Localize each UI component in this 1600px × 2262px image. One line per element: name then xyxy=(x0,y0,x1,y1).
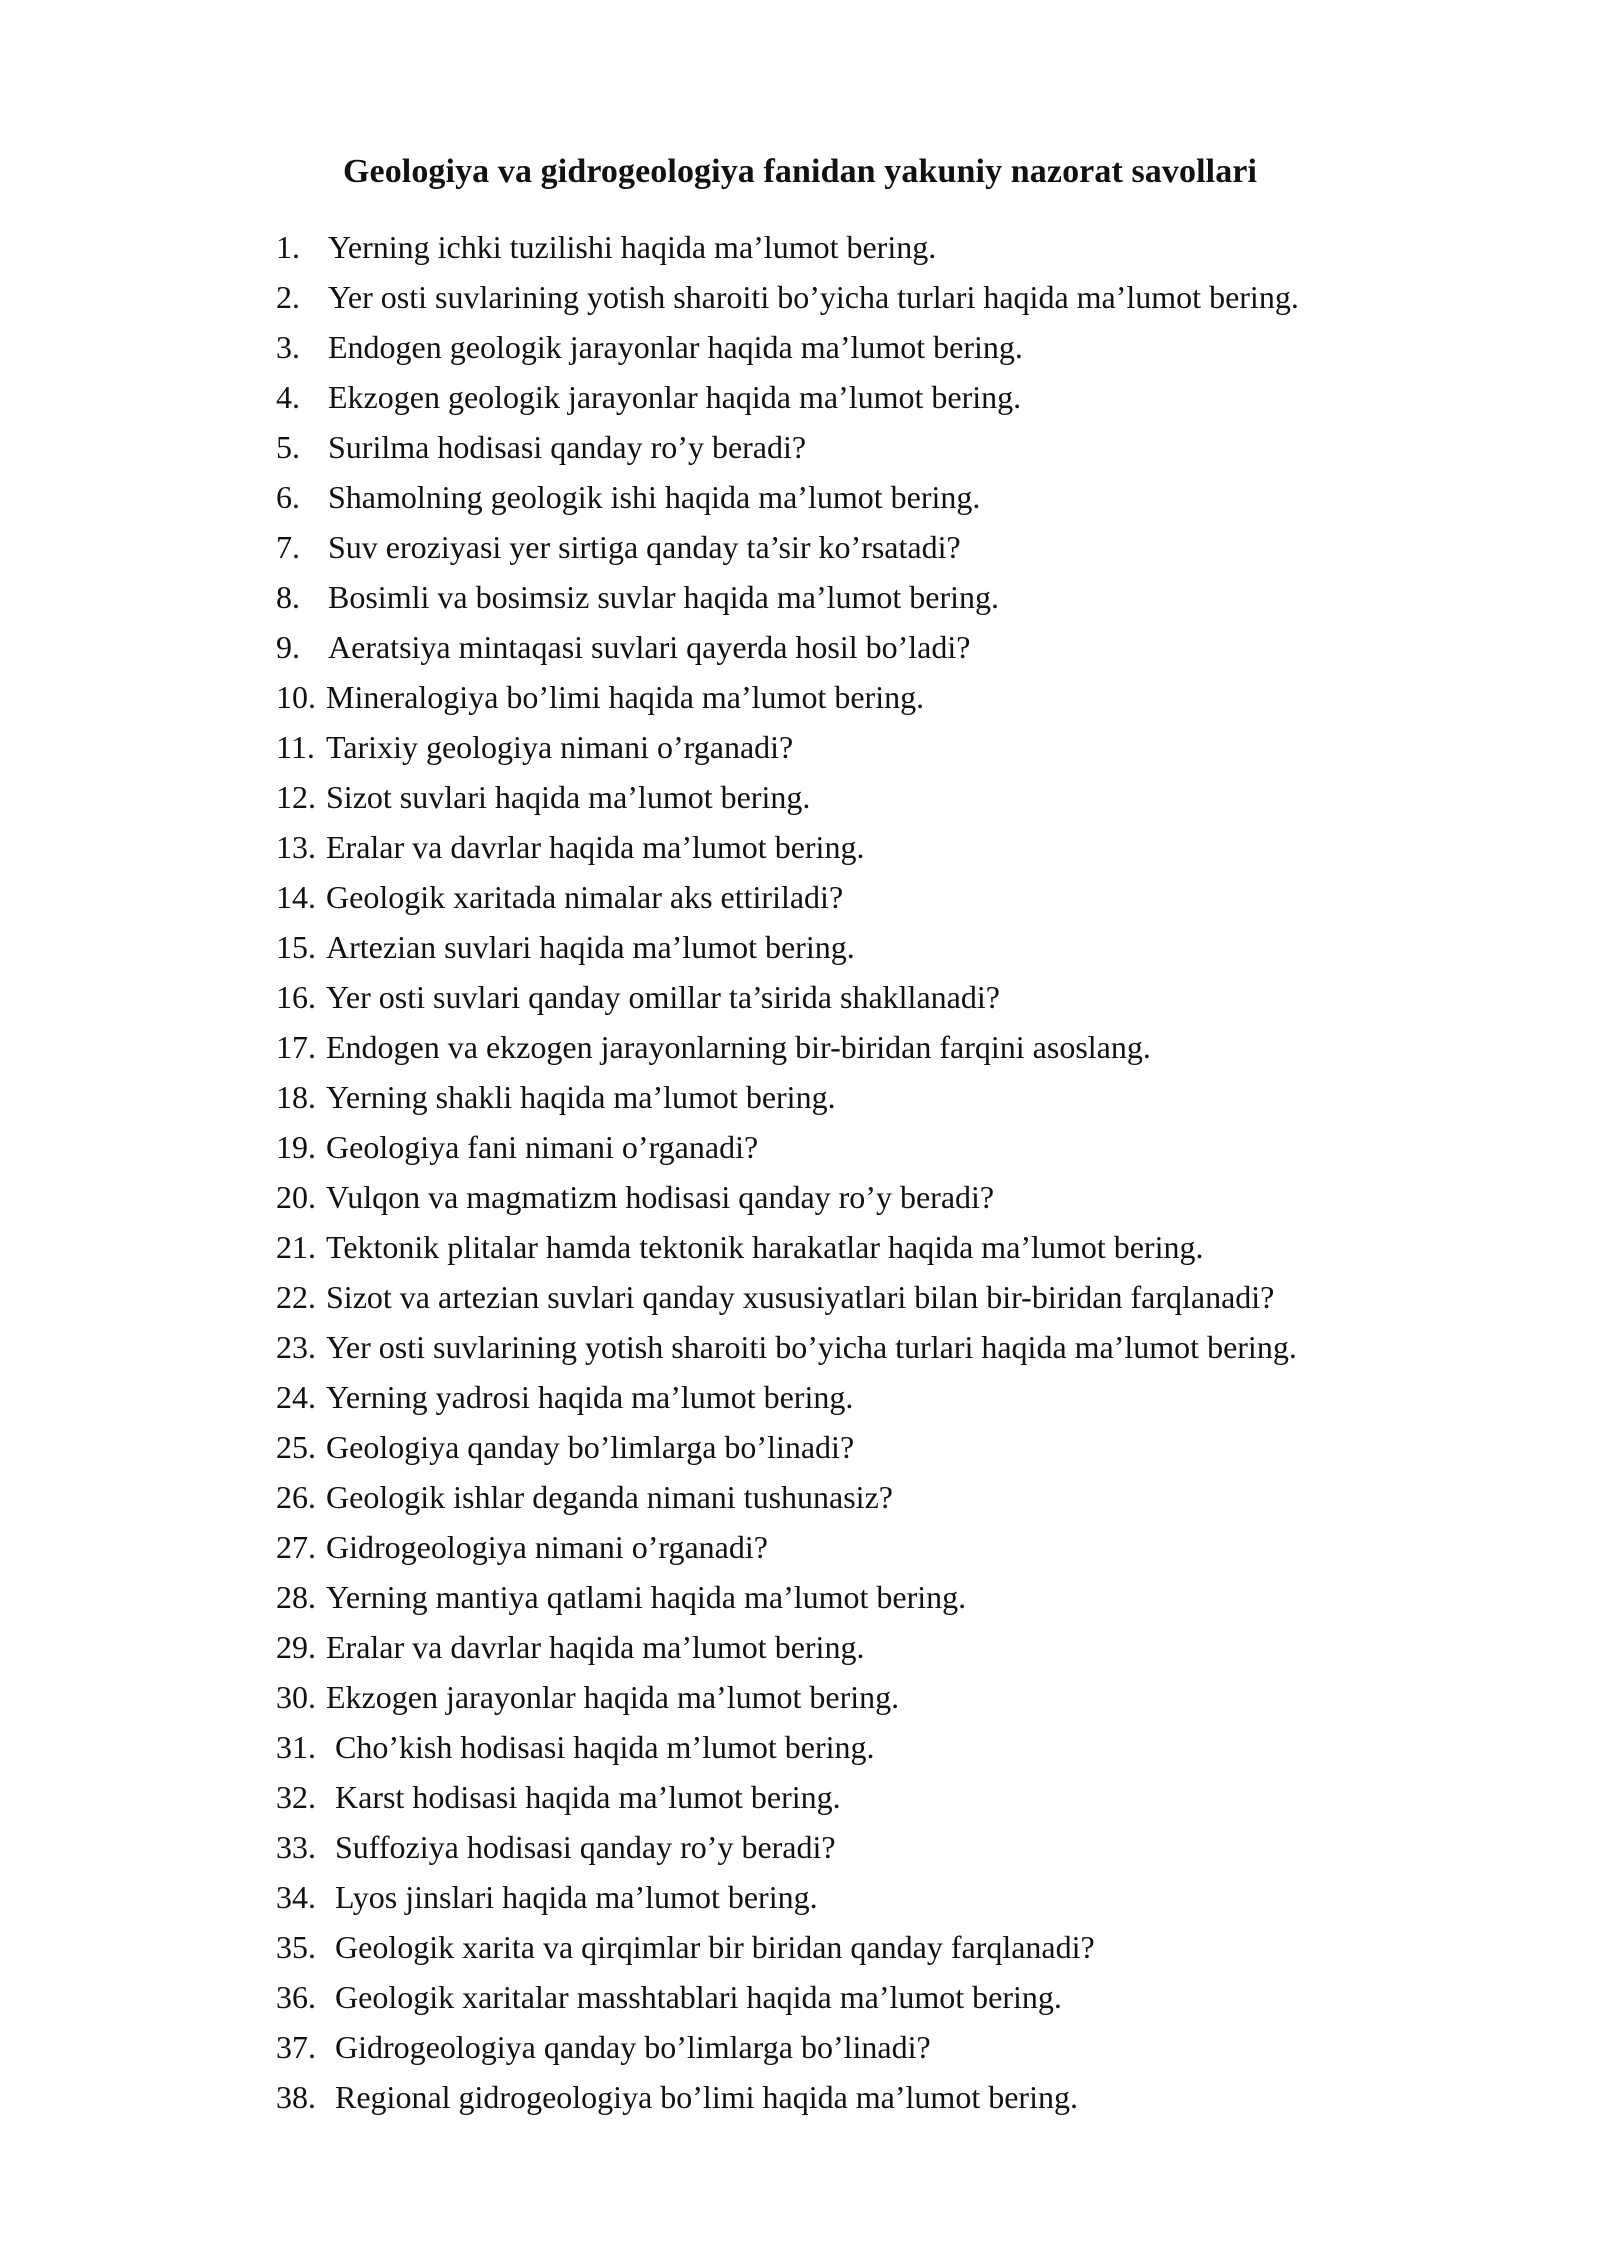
question-item-25 xyxy=(276,1422,1526,1472)
question-item-38 xyxy=(276,2072,1526,2122)
question-number: 5. xyxy=(276,429,300,465)
question-number: 12. xyxy=(276,779,316,815)
question-text: Geologiya qanday bo’limlarga bo’linadi? xyxy=(326,1429,855,1465)
question-number: 21. xyxy=(276,1229,316,1265)
question-text: Geologik xaritada nimalar aks ettiriladi? xyxy=(326,879,844,915)
question-item-1 xyxy=(276,222,1526,272)
question-item-12 xyxy=(276,772,1526,822)
question-text: Endogen va ekzogen jarayonlarning bir-biridan farqini asoslang. xyxy=(326,1029,1151,1065)
question-text: Gidrogeologiya qanday bo’limlarga bo’linadi? xyxy=(335,2029,931,2065)
question-number: 17. xyxy=(276,1029,316,1065)
question-number: 33. xyxy=(276,1829,316,1865)
question-text: Eralar va davrlar haqida ma’lumot bering. xyxy=(326,829,865,865)
question-number: 29. xyxy=(276,1629,316,1665)
question-item-26 xyxy=(276,1472,1526,1522)
question-item-31 xyxy=(276,1722,1526,1772)
question-text: Lyos jinslari haqida ma’lumot bering. xyxy=(335,1879,818,1915)
question-number: 37. xyxy=(276,2029,316,2065)
question-number: 25. xyxy=(276,1429,316,1465)
question-text: Ekzogen jarayonlar haqida ma’lumot bering. xyxy=(326,1679,900,1715)
question-text: Shamolning geologik ishi haqida ma’lumot bering. xyxy=(328,479,981,515)
question-number: 38. xyxy=(276,2079,316,2115)
question-number: 14. xyxy=(276,879,316,915)
question-item-3 xyxy=(276,322,1526,372)
question-text: Suv eroziyasi yer sirtiga qanday ta’sir ko’rsatadi? xyxy=(328,529,961,565)
question-item-2 xyxy=(276,272,1526,322)
question-number: 27. xyxy=(276,1529,316,1565)
question-number: 10. xyxy=(276,679,316,715)
question-item-6 xyxy=(276,472,1526,522)
question-text: Vulqon va magmatizm hodisasi qanday ro’y beradi? xyxy=(326,1179,995,1215)
question-item-37 xyxy=(276,2022,1526,2072)
question-item-32 xyxy=(276,1772,1526,1822)
question-number: 35. xyxy=(276,1929,316,1965)
question-text: Eralar va davrlar haqida ma’lumot bering. xyxy=(326,1629,865,1665)
question-item-27 xyxy=(276,1522,1526,1572)
question-text: Suffoziya hodisasi qanday ro’y beradi? xyxy=(335,1829,836,1865)
question-text: Yerning ichki tuzilishi haqida ma’lumot bering. xyxy=(328,229,937,265)
question-text: Tektonik plitalar hamda tektonik harakatlar haqida ma’lumot bering. xyxy=(326,1229,1204,1265)
question-item-28 xyxy=(276,1572,1526,1622)
question-text: Yer osti suvlari qanday omillar ta’sirida shakllanadi? xyxy=(326,979,1000,1015)
question-number: 30. xyxy=(276,1679,316,1715)
question-text: Surilma hodisasi qanday ro’y beradi? xyxy=(328,429,807,465)
question-text: Regional gidrogeologiya bo’limi haqida ma’lumot bering. xyxy=(335,2079,1078,2115)
question-number: 28. xyxy=(276,1579,316,1615)
question-number: 34. xyxy=(276,1879,316,1915)
question-number: 4. xyxy=(276,379,300,415)
question-item-29 xyxy=(276,1622,1526,1672)
question-number: 32. xyxy=(276,1779,316,1815)
question-text: Mineralogiya bo’limi haqida ma’lumot bering. xyxy=(326,679,925,715)
question-item-21 xyxy=(276,1222,1526,1272)
question-number: 31. xyxy=(276,1729,316,1765)
question-item-24 xyxy=(276,1372,1526,1422)
question-text: Endogen geologik jarayonlar haqida ma’lumot bering. xyxy=(328,329,1023,365)
question-text: Bosimli va bosimsiz suvlar haqida ma’lumot bering. xyxy=(328,579,1000,615)
question-item-4 xyxy=(276,372,1526,422)
question-text: Geologik xarita va qirqimlar bir biridan qanday farqlanadi? xyxy=(335,1929,1095,1965)
question-item-5 xyxy=(276,422,1526,472)
question-item-15 xyxy=(276,922,1526,972)
question-item-35 xyxy=(276,1922,1526,1972)
question-text: Sizot suvlari haqida ma’lumot bering. xyxy=(326,779,811,815)
question-text: Yer osti suvlarining yotish sharoiti bo’yicha turlari haqida ma’lumot bering. xyxy=(328,279,1299,315)
question-number: 36. xyxy=(276,1979,316,2015)
question-number: 11. xyxy=(276,729,315,765)
question-text: Geologik xaritalar masshtablari haqida ma’lumot bering. xyxy=(335,1979,1062,2015)
question-item-19 xyxy=(276,1122,1526,1172)
question-item-23 xyxy=(276,1322,1526,1372)
question-text: Tarixiy geologiya nimani o’rganadi? xyxy=(326,729,794,765)
question-item-33 xyxy=(276,1822,1526,1872)
question-item-13 xyxy=(276,822,1526,872)
question-item-14 xyxy=(276,872,1526,922)
question-item-8 xyxy=(276,572,1526,622)
question-text: Geologik ishlar deganda nimani tushunasiz? xyxy=(326,1479,893,1515)
question-number: 26. xyxy=(276,1479,316,1515)
question-number: 20. xyxy=(276,1179,316,1215)
question-number: 1. xyxy=(276,229,300,265)
question-item-18 xyxy=(276,1072,1526,1122)
question-number: 9. xyxy=(276,629,300,665)
question-number: 3. xyxy=(276,329,300,365)
question-text: Aeratsiya mintaqasi suvlari qayerda hosil bo’ladi? xyxy=(328,629,971,665)
question-number: 2. xyxy=(276,279,300,315)
question-text: Yer osti suvlarining yotish sharoiti bo’yicha turlari haqida ma’lumot bering. xyxy=(326,1329,1297,1365)
question-number: 18. xyxy=(276,1079,316,1115)
document-title: Geologiya va gidrogeologiya fanidan yakuniy nazorat savollari xyxy=(342,153,1258,190)
question-text: Gidrogeologiya nimani o’rganadi? xyxy=(326,1529,768,1565)
question-number: 23. xyxy=(276,1329,316,1365)
question-item-10 xyxy=(276,672,1526,722)
question-list xyxy=(276,222,1526,2122)
question-item-17 xyxy=(276,1022,1526,1072)
question-text: Yerning mantiya qatlami haqida ma’lumot bering. xyxy=(326,1579,967,1615)
question-item-30 xyxy=(276,1672,1526,1722)
question-number: 13. xyxy=(276,829,316,865)
question-item-22 xyxy=(276,1272,1526,1322)
question-number: 7. xyxy=(276,529,300,565)
question-number: 15. xyxy=(276,929,316,965)
question-item-36 xyxy=(276,1972,1526,2022)
question-item-9 xyxy=(276,622,1526,672)
question-item-7 xyxy=(276,522,1526,572)
question-number: 8. xyxy=(276,579,300,615)
question-text: Yerning shakli haqida ma’lumot bering. xyxy=(326,1079,836,1115)
question-number: 24. xyxy=(276,1379,316,1415)
question-text: Sizot va artezian suvlari qanday xususiyatlari bilan bir-biridan farqlanadi? xyxy=(326,1279,1275,1315)
question-text: Artezian suvlari haqida ma’lumot bering. xyxy=(326,929,855,965)
question-text: Karst hodisasi haqida ma’lumot bering. xyxy=(335,1779,841,1815)
question-item-34 xyxy=(276,1872,1526,1922)
question-text: Ekzogen geologik jarayonlar haqida ma’lumot bering. xyxy=(328,379,1022,415)
question-item-20 xyxy=(276,1172,1526,1222)
question-item-16 xyxy=(276,972,1526,1022)
question-text: Cho’kish hodisasi haqida m’lumot bering. xyxy=(335,1729,875,1765)
question-text: Geologiya fani nimani o’rganadi? xyxy=(326,1129,759,1165)
question-number: 16. xyxy=(276,979,316,1015)
question-number: 19. xyxy=(276,1129,316,1165)
question-number: 6. xyxy=(276,479,300,515)
question-item-11 xyxy=(276,722,1526,772)
question-text: Yerning yadrosi haqida ma’lumot bering. xyxy=(326,1379,854,1415)
question-number: 22. xyxy=(276,1279,316,1315)
